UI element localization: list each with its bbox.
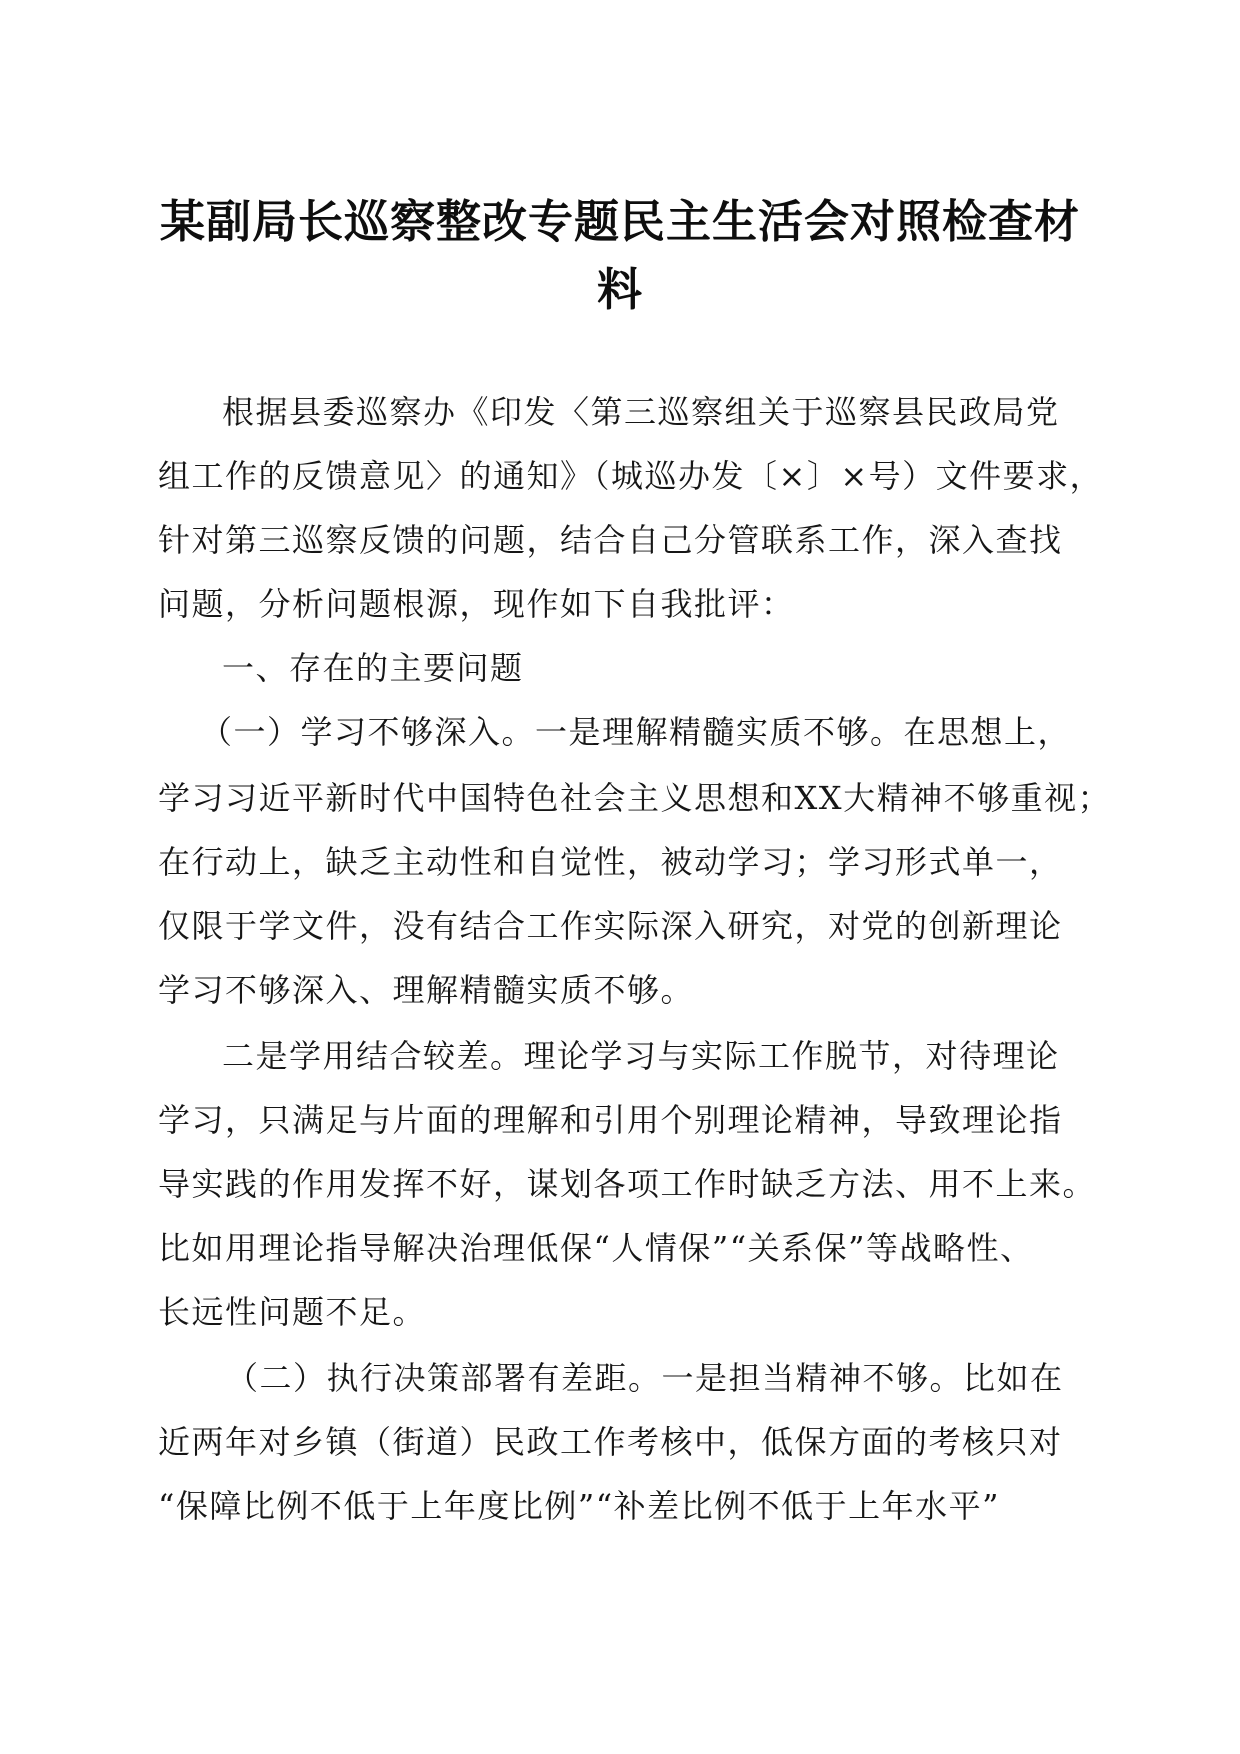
body-line-2: 组工作的反馈意见〉的通知》（城巡办发〔×〕×号）文件要求， (158, 457, 1104, 495)
body-line-15: 长远性问题不足。 (158, 1293, 427, 1331)
document-title (150, 188, 1090, 324)
body-line-4: 问题，分析问题根源，现作如下自我批评： (158, 585, 795, 623)
section-heading-1: 一、存在的主要问题 (222, 649, 524, 687)
body-line-14: 比如用理论指导解决治理低保“人情保”“关系保”等战略性、 (158, 1229, 1034, 1267)
body-line-1: 根据县委巡察办《印发〈第三巡察组关于巡察县民政局党 (222, 393, 1060, 431)
body-line-10: 学习不够深入、理解精髓实质不够。 (158, 971, 695, 1009)
body-line-16: （二）执行决策部署有差距。一是担当精神不够。比如在 (226, 1359, 1064, 1397)
title-line-2: 料 (596, 263, 643, 316)
body-line-18: “保障比例不低于上年度比例”“补差比例不低于上年水平” (158, 1487, 1000, 1525)
body-line-12: 学习，只满足与片面的理解和引用个别理论精神，导致理论指 (158, 1101, 1063, 1139)
body-line-13: 导实践的作用发挥不好，谋划各项工作时缺乏方法、用不上来。 (158, 1165, 1097, 1203)
body-line-11: 二是学用结合较差。理论学习与实际工作脱节，对待理论 (222, 1037, 1060, 1075)
body-line-7: 学习习近平新时代中国特色社会主义思想和XX大精神不够重视； (158, 779, 1112, 817)
body-line-6: （一）学习不够深入。一是理解精髓实质不够。在思想上， (200, 713, 1072, 751)
body-line-17: 近两年对乡镇（街道）民政工作考核中，低保方面的考核只对 (158, 1423, 1063, 1461)
body-line-3: 针对第三巡察反馈的问题，结合自己分管联系工作，深入查找 (158, 521, 1063, 559)
title-line-1: 某副局长巡察整改专题民主生活会对照检查材 (159, 195, 1080, 248)
body-line-9: 仅限于学文件，没有结合工作实际深入研究，对党的创新理论 (158, 907, 1063, 945)
body-line-8: 在行动上，缺乏主动性和自觉性，被动学习；学习形式单一， (158, 843, 1063, 881)
